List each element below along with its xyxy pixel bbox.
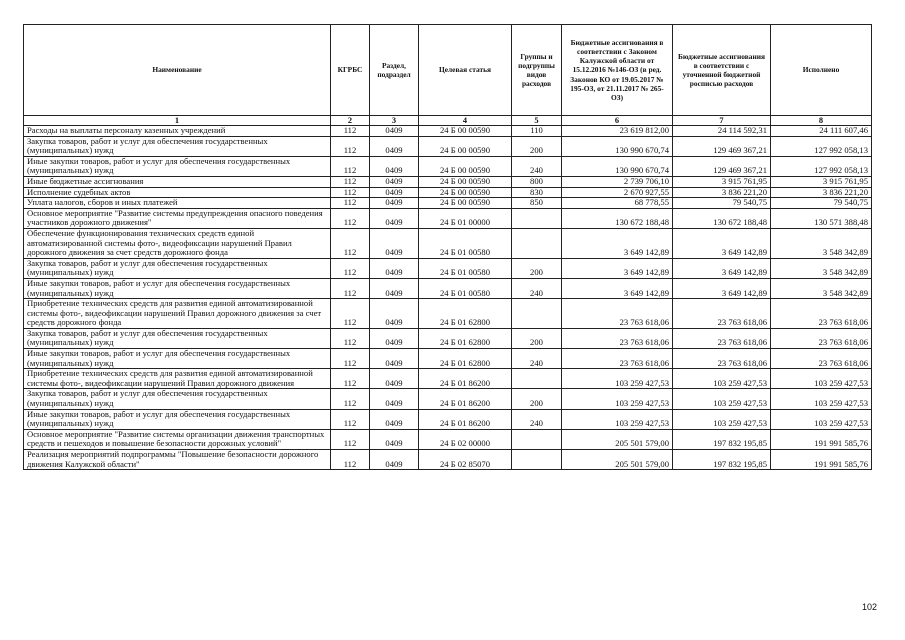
table-row bbox=[24, 198, 872, 209]
header-done: Исполнено bbox=[771, 25, 872, 116]
row-razdel: 0409 bbox=[370, 198, 419, 209]
row-plan: 129 469 367,21 bbox=[673, 136, 771, 156]
row-done: 191 991 585,76 bbox=[771, 450, 872, 470]
row-assign: 2 670 927,55 bbox=[562, 187, 673, 198]
row-kgrbs: 112 bbox=[331, 409, 370, 429]
table-row bbox=[24, 258, 872, 278]
row-vid bbox=[512, 208, 562, 228]
row-razdel: 0409 bbox=[370, 156, 419, 176]
row-assign: 3 649 142,89 bbox=[562, 228, 673, 258]
table-row bbox=[24, 187, 872, 198]
row-vid: 800 bbox=[512, 176, 562, 187]
row-article: 24 Б 01 62800 bbox=[419, 349, 512, 369]
row-razdel: 0409 bbox=[370, 349, 419, 369]
row-razdel: 0409 bbox=[370, 176, 419, 187]
row-done: 79 540,75 bbox=[771, 198, 872, 209]
row-assign: 205 501 579,00 bbox=[562, 450, 673, 470]
row-article: 24 Б 01 86200 bbox=[419, 389, 512, 409]
row-done: 23 763 618,06 bbox=[771, 299, 872, 329]
row-assign: 103 259 427,53 bbox=[562, 389, 673, 409]
row-plan: 3 649 142,89 bbox=[673, 228, 771, 258]
row-razdel: 0409 bbox=[370, 299, 419, 329]
row-plan: 24 114 592,31 bbox=[673, 126, 771, 137]
row-done: 103 259 427,53 bbox=[771, 409, 872, 429]
row-assign: 68 778,55 bbox=[562, 198, 673, 209]
row-kgrbs: 112 bbox=[331, 278, 370, 298]
row-assign: 205 501 579,00 bbox=[562, 429, 673, 449]
row-assign: 103 259 427,53 bbox=[562, 409, 673, 429]
row-article: 24 Б 01 00580 bbox=[419, 278, 512, 298]
row-plan: 3 915 761,95 bbox=[673, 176, 771, 187]
page-number: 102 bbox=[862, 602, 878, 612]
table-row bbox=[24, 328, 872, 348]
row-assign: 3 649 142,89 bbox=[562, 258, 673, 278]
row-plan: 3 649 142,89 bbox=[673, 278, 771, 298]
row-name: Закупка товаров, работ и услуг для обеспечения государственных (муниципальных) нужд bbox=[24, 258, 331, 278]
row-name: Реализация мероприятий подпрограммы "Повышение безопасности дорожного движения Калужской области" bbox=[24, 450, 331, 470]
row-name: Обеспечение функционирования технических средств единой автоматизированной системы фото-, видеофиксации нарушений Правил дорожного движения за счет средств дорожного фонда bbox=[24, 228, 331, 258]
header-assign: Бюджетные ассигнования в соответствии с Законом Калужской области от 15.12.2016 №146-ОЗ (в ред. Законов КО от 19.05.2017 № 195-ОЗ, от 21.11.2017 № 265-ОЗ) bbox=[562, 25, 673, 116]
row-article: 24 Б 02 85070 bbox=[419, 450, 512, 470]
column-number: 6 bbox=[562, 116, 673, 126]
row-article: 24 Б 00 00590 bbox=[419, 198, 512, 209]
row-name: Иные закупки товаров, работ и услуг для обеспечения государственных (муниципальных) нужд bbox=[24, 409, 331, 429]
row-razdel: 0409 bbox=[370, 208, 419, 228]
row-done: 3 836 221,20 bbox=[771, 187, 872, 198]
row-vid bbox=[512, 369, 562, 389]
column-number: 2 bbox=[331, 116, 370, 126]
header-kgrbs: КГРБС bbox=[331, 25, 370, 116]
row-plan: 103 259 427,53 bbox=[673, 369, 771, 389]
row-vid: 240 bbox=[512, 409, 562, 429]
row-name: Основное мероприятие "Развитие системы предупреждения опасного поведения участников дорожного движения" bbox=[24, 208, 331, 228]
row-razdel: 0409 bbox=[370, 328, 419, 348]
row-razdel: 0409 bbox=[370, 389, 419, 409]
row-article: 24 Б 00 00590 bbox=[419, 136, 512, 156]
row-vid: 110 bbox=[512, 126, 562, 137]
row-razdel: 0409 bbox=[370, 228, 419, 258]
row-article: 24 Б 01 00000 bbox=[419, 208, 512, 228]
row-vid: 200 bbox=[512, 328, 562, 348]
table-row bbox=[24, 299, 872, 329]
row-article: 24 Б 02 00000 bbox=[419, 429, 512, 449]
table-row bbox=[24, 349, 872, 369]
row-kgrbs: 112 bbox=[331, 450, 370, 470]
column-number: 1 bbox=[24, 116, 331, 126]
column-number: 8 bbox=[771, 116, 872, 126]
row-kgrbs: 112 bbox=[331, 187, 370, 198]
row-article: 24 Б 01 86200 bbox=[419, 369, 512, 389]
row-plan: 130 672 188,48 bbox=[673, 208, 771, 228]
row-vid: 240 bbox=[512, 156, 562, 176]
column-number: 7 bbox=[673, 116, 771, 126]
table-row bbox=[24, 156, 872, 176]
column-number: 3 bbox=[370, 116, 419, 126]
table-row bbox=[24, 126, 872, 137]
row-name: Иные закупки товаров, работ и услуг для обеспечения государственных (муниципальных) нужд bbox=[24, 278, 331, 298]
row-name: Иные бюджетные ассигнования bbox=[24, 176, 331, 187]
row-done: 103 259 427,53 bbox=[771, 389, 872, 409]
row-kgrbs: 112 bbox=[331, 299, 370, 329]
row-razdel: 0409 bbox=[370, 369, 419, 389]
row-done: 3 548 342,89 bbox=[771, 228, 872, 258]
row-plan: 23 763 618,06 bbox=[673, 328, 771, 348]
row-vid: 240 bbox=[512, 349, 562, 369]
row-kgrbs: 112 bbox=[331, 429, 370, 449]
row-razdel: 0409 bbox=[370, 136, 419, 156]
row-article: 24 Б 01 00580 bbox=[419, 258, 512, 278]
row-name: Приобретение технических средств для развития единой автоматизированной системы фото-, видеофиксации нарушений Правил дорожного движения bbox=[24, 369, 331, 389]
header-vid: Группы и подгруппы видов расходов bbox=[512, 25, 562, 116]
row-kgrbs: 112 bbox=[331, 176, 370, 187]
table-row bbox=[24, 450, 872, 470]
row-vid: 850 bbox=[512, 198, 562, 209]
header-name: Наименование bbox=[24, 25, 331, 116]
row-razdel: 0409 bbox=[370, 258, 419, 278]
row-kgrbs: 112 bbox=[331, 389, 370, 409]
row-done: 23 763 618,06 bbox=[771, 328, 872, 348]
row-vid bbox=[512, 228, 562, 258]
table-row bbox=[24, 389, 872, 409]
row-assign: 23 619 812,00 bbox=[562, 126, 673, 137]
row-kgrbs: 112 bbox=[331, 208, 370, 228]
table-row bbox=[24, 136, 872, 156]
table-row bbox=[24, 369, 872, 389]
row-plan: 23 763 618,06 bbox=[673, 349, 771, 369]
row-assign: 130 672 188,48 bbox=[562, 208, 673, 228]
row-razdel: 0409 bbox=[370, 126, 419, 137]
table-row bbox=[24, 409, 872, 429]
row-article: 24 Б 00 00590 bbox=[419, 187, 512, 198]
row-assign: 23 763 618,06 bbox=[562, 349, 673, 369]
row-razdel: 0409 bbox=[370, 450, 419, 470]
row-plan: 3 649 142,89 bbox=[673, 258, 771, 278]
row-article: 24 Б 01 62800 bbox=[419, 328, 512, 348]
row-vid: 200 bbox=[512, 389, 562, 409]
table-row bbox=[24, 228, 872, 258]
header-razdel: Раздел, подраздел bbox=[370, 25, 419, 116]
row-name: Приобретение технических средств для развития единой автоматизированной системы фото-, видеофиксации нарушений Правил дорожного движения за счет средств дорожного фонда bbox=[24, 299, 331, 329]
row-name: Иные закупки товаров, работ и услуг для обеспечения государственных (муниципальных) нужд bbox=[24, 349, 331, 369]
row-kgrbs: 112 bbox=[331, 156, 370, 176]
row-vid: 200 bbox=[512, 258, 562, 278]
header-article: Целевая статья bbox=[419, 25, 512, 116]
row-article: 24 Б 01 86200 bbox=[419, 409, 512, 429]
table-row bbox=[24, 208, 872, 228]
row-assign: 130 990 670,74 bbox=[562, 136, 673, 156]
column-number-row bbox=[24, 116, 872, 126]
row-razdel: 0409 bbox=[370, 409, 419, 429]
budget-table bbox=[23, 24, 872, 470]
row-done: 23 763 618,06 bbox=[771, 349, 872, 369]
row-done: 103 259 427,53 bbox=[771, 369, 872, 389]
row-plan: 23 763 618,06 bbox=[673, 299, 771, 329]
row-done: 127 992 058,13 bbox=[771, 156, 872, 176]
table-row bbox=[24, 429, 872, 449]
row-kgrbs: 112 bbox=[331, 198, 370, 209]
row-done: 3 548 342,89 bbox=[771, 278, 872, 298]
row-name: Уплата налогов, сборов и иных платежей bbox=[24, 198, 331, 209]
row-kgrbs: 112 bbox=[331, 228, 370, 258]
row-kgrbs: 112 bbox=[331, 349, 370, 369]
row-plan: 129 469 367,21 bbox=[673, 156, 771, 176]
row-name: Закупка товаров, работ и услуг для обеспечения государственных (муниципальных) нужд bbox=[24, 389, 331, 409]
row-assign: 130 990 670,74 bbox=[562, 156, 673, 176]
row-plan: 103 259 427,53 bbox=[673, 389, 771, 409]
row-plan: 79 540,75 bbox=[673, 198, 771, 209]
row-assign: 2 739 706,10 bbox=[562, 176, 673, 187]
row-article: 24 Б 00 00590 bbox=[419, 156, 512, 176]
row-assign: 23 763 618,06 bbox=[562, 328, 673, 348]
row-kgrbs: 112 bbox=[331, 126, 370, 137]
column-number: 5 bbox=[512, 116, 562, 126]
row-done: 191 991 585,76 bbox=[771, 429, 872, 449]
row-article: 24 Б 00 00590 bbox=[419, 176, 512, 187]
row-name: Иные закупки товаров, работ и услуг для обеспечения государственных (муниципальных) нужд bbox=[24, 156, 331, 176]
row-vid bbox=[512, 450, 562, 470]
row-assign: 103 259 427,53 bbox=[562, 369, 673, 389]
row-vid bbox=[512, 299, 562, 329]
row-kgrbs: 112 bbox=[331, 328, 370, 348]
row-plan: 3 836 221,20 bbox=[673, 187, 771, 198]
row-vid: 240 bbox=[512, 278, 562, 298]
row-done: 3 915 761,95 bbox=[771, 176, 872, 187]
row-name: Основное мероприятие "Развитие системы организации движения транспортных средств и пешеходов и повышение безопасности дорожных условий" bbox=[24, 429, 331, 449]
row-plan: 197 832 195,85 bbox=[673, 450, 771, 470]
column-number: 4 bbox=[419, 116, 512, 126]
row-razdel: 0409 bbox=[370, 187, 419, 198]
row-kgrbs: 112 bbox=[331, 369, 370, 389]
row-assign: 23 763 618,06 bbox=[562, 299, 673, 329]
row-article: 24 Б 00 00590 bbox=[419, 126, 512, 137]
row-name: Исполнение судебных актов bbox=[24, 187, 331, 198]
row-kgrbs: 112 bbox=[331, 258, 370, 278]
row-razdel: 0409 bbox=[370, 278, 419, 298]
row-name: Закупка товаров, работ и услуг для обеспечения государственных (муниципальных) нужд bbox=[24, 136, 331, 156]
header-plan: Бюджетные ассигнования в соответствии с уточненной бюджетной росписью расходов bbox=[673, 25, 771, 116]
row-name: Закупка товаров, работ и услуг для обеспечения государственных (муниципальных) нужд bbox=[24, 328, 331, 348]
table-row bbox=[24, 176, 872, 187]
row-name: Расходы на выплаты персоналу казенных учреждений bbox=[24, 126, 331, 137]
row-article: 24 Б 01 00580 bbox=[419, 228, 512, 258]
header-row bbox=[24, 25, 872, 116]
row-done: 3 548 342,89 bbox=[771, 258, 872, 278]
row-plan: 197 832 195,85 bbox=[673, 429, 771, 449]
row-plan: 103 259 427,53 bbox=[673, 409, 771, 429]
table-row bbox=[24, 278, 872, 298]
row-assign: 3 649 142,89 bbox=[562, 278, 673, 298]
row-done: 24 111 607,46 bbox=[771, 126, 872, 137]
row-done: 127 992 058,13 bbox=[771, 136, 872, 156]
row-vid: 200 bbox=[512, 136, 562, 156]
row-done: 130 571 388,48 bbox=[771, 208, 872, 228]
row-article: 24 Б 01 62800 bbox=[419, 299, 512, 329]
row-kgrbs: 112 bbox=[331, 136, 370, 156]
row-vid: 830 bbox=[512, 187, 562, 198]
row-vid bbox=[512, 429, 562, 449]
row-razdel: 0409 bbox=[370, 429, 419, 449]
